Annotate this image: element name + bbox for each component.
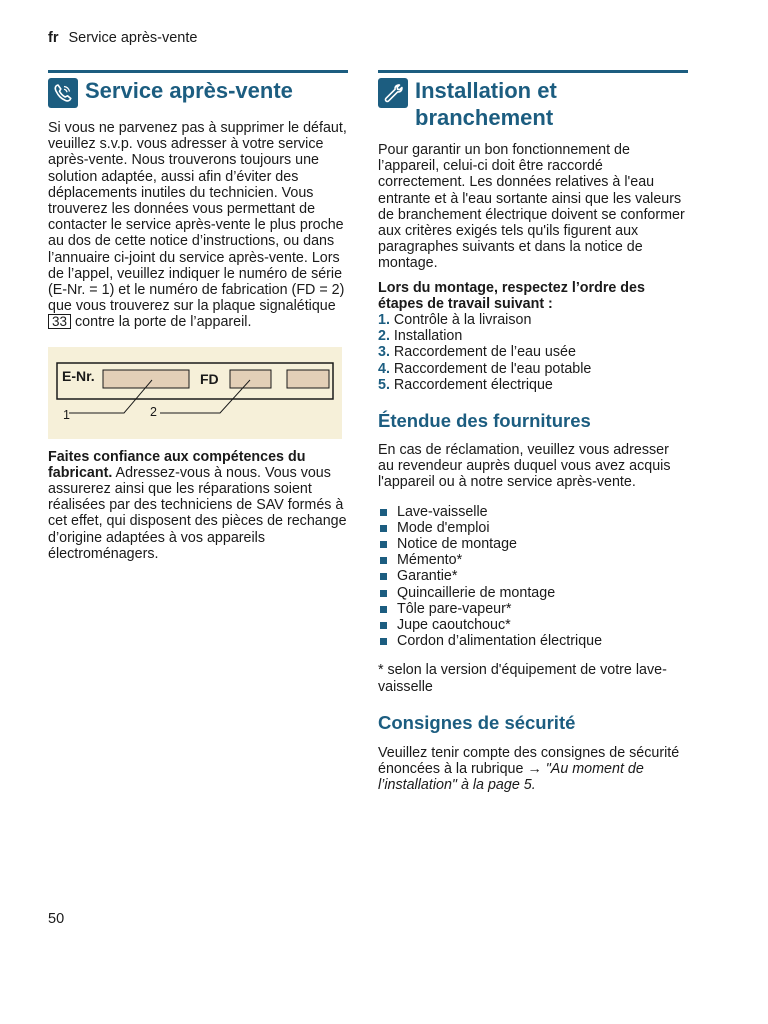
- bullet-icon: [380, 509, 387, 516]
- supply-item: Notice de montage: [378, 536, 688, 552]
- installation-title: [415, 77, 557, 131]
- etendue-text: En cas de réclamation, veuillez vous adresser au revendeur auprès duquel vous avez acquis l'appareil ou à notre service après-vente.: [378, 442, 671, 491]
- installation-intro: Pour garantir un bon fonctionnement de l’appareil, celui-ci doit être raccordé correctement. Les données relatives à l'eau entrante et à l'eau sortante ainsi que les valeurs de branchement électrique doivent se conformer aux critères exigés tels qu'ils figurent aux paragraphes suivants et dans la notice de montage.: [378, 142, 685, 272]
- callout-2: 2: [150, 404, 157, 419]
- supply-item: Mode d'emploi: [378, 520, 688, 536]
- service-intro-end: contre la porte de l’appareil.: [75, 314, 252, 331]
- installation-section-header: [378, 70, 688, 131]
- header-title: Service après-vente: [68, 30, 198, 46]
- bullet-icon: [380, 590, 387, 597]
- supply-item: Cordon d’alimentation électrique: [378, 633, 688, 649]
- page-link[interactable]: "Au moment de l’installation" à la page 5.: [378, 761, 644, 794]
- wrench-icon: [378, 78, 408, 108]
- bullet-icon: [380, 557, 387, 564]
- installation-title-line1: Installation et: [415, 78, 557, 103]
- bullet-icon: [380, 541, 387, 548]
- fd-label: FD: [200, 370, 219, 387]
- supply-item: Mémento*: [378, 552, 688, 568]
- callout-1: 1: [63, 407, 70, 422]
- service-title: Service après-vente: [85, 78, 293, 103]
- rating-plate-drawing: [48, 347, 342, 439]
- bullet-icon: [380, 638, 387, 645]
- trust-bold: Faites confiance aux compétences du fabricant.: [48, 448, 306, 481]
- installation-title-line2: branchement: [415, 105, 554, 130]
- supply-list: [378, 504, 688, 650]
- enr-label: E-Nr.: [62, 367, 95, 384]
- service-section-header: [48, 70, 348, 108]
- etendue-heading: Étendue des fournitures: [378, 410, 591, 432]
- step-item: 1. Contrôle à la livraison: [378, 312, 532, 329]
- footnote: * selon la version d'équipement de votre lave-vaisselle: [378, 662, 667, 695]
- page-header: [48, 30, 197, 46]
- language-code: fr: [48, 30, 59, 46]
- arrow-icon: →: [527, 761, 542, 778]
- right-column: [378, 70, 688, 794]
- bullet-icon: [380, 573, 387, 580]
- step-item: 5. Raccordement électrique: [378, 376, 553, 393]
- consignes-heading: Consignes de sécurité: [378, 711, 576, 733]
- page-number: 50: [48, 911, 65, 927]
- page-reference: 33: [48, 314, 71, 329]
- steps-list: [378, 312, 688, 393]
- bullet-icon: [380, 622, 387, 629]
- trust-paragraph: [48, 449, 348, 562]
- step-item: 3. Raccordement de l’eau usée: [378, 344, 576, 361]
- supply-item: Tôle pare-vapeur*: [378, 601, 688, 617]
- supply-item: Jupe caoutchouc*: [378, 617, 688, 633]
- bullet-icon: [380, 606, 387, 613]
- supply-item: Quincaillerie de montage: [378, 585, 688, 601]
- supply-item: Garantie*: [378, 568, 688, 584]
- consignes-text: Veuillez tenir compte des consignes de sécurité énoncées à la rubrique → "Au moment de l’installation" à la page 5.: [378, 744, 680, 794]
- trust-text: Adressez-vous à nous. Vous vous assurerez ainsi que les réparations soient réalisées par des techniciens de SAV formés à cet effet, qui disposent des pièces de rechange d’origine adaptées à vos appareils électroménagers.: [48, 464, 347, 562]
- step-item: 4. Raccordement de l'eau potable: [378, 360, 592, 377]
- rating-plate-illustration: [48, 347, 342, 439]
- supply-item: Lave-vaisselle: [378, 504, 688, 520]
- bullet-icon: [380, 525, 387, 532]
- service-intro-text: Si vous ne parvenez pas à supprimer le défaut, veuillez s.v.p. vous adresser à votre service après-vente. Nous trouverons toujours une solution adaptée, aussi afin d’éviter des déplacements inutiles du technicien. Vous trouverez les données vous permettant de contacter le service après-vente le plus proche au dos de cette notice d’instructions, ou dans l’annuaire ci-joint du service après-vente. Lors de l’appel, veuillez indiquer le numéro de série (E-Nr. = 1) et le numéro de fabrication (FD = 2) que vous trouverez sur la plaque signalétique: [48, 120, 347, 315]
- phone-icon: [48, 78, 78, 108]
- left-column: [48, 70, 348, 562]
- service-intro: [48, 120, 348, 331]
- step-item: 2. Installation: [378, 328, 463, 345]
- steps-heading: Lors du montage, respectez l’ordre des étapes de travail suivant :: [378, 279, 645, 312]
